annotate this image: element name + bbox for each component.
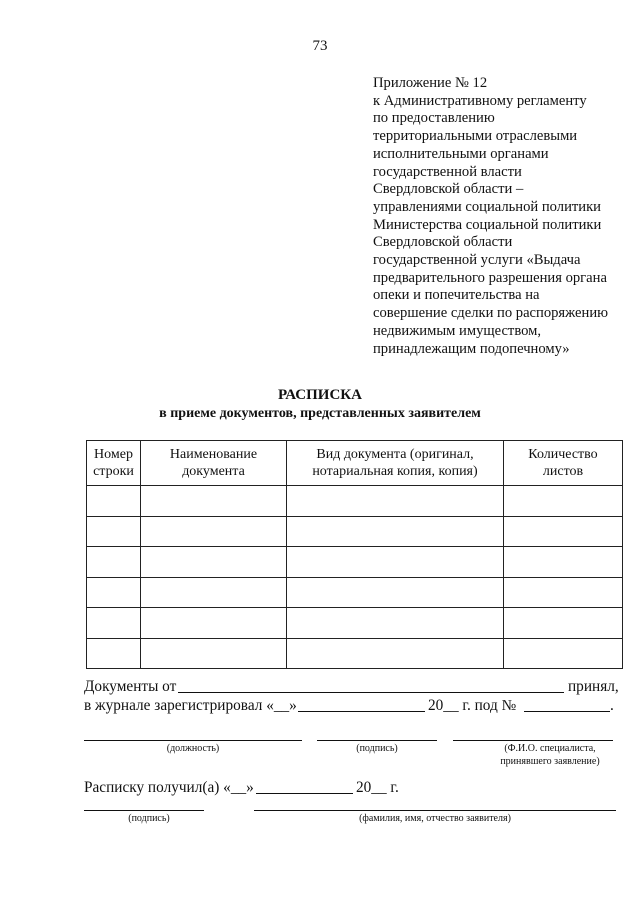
table-cell[interactable] — [141, 638, 287, 669]
table-cell[interactable] — [141, 547, 287, 578]
journal-quote-close: » — [289, 697, 297, 714]
table-cell[interactable] — [504, 577, 623, 608]
specialist-caption: (Ф.И.О. специалиста, принявшего заявление) — [500, 743, 600, 767]
appendix-line: предварительного разрешения органа — [373, 269, 607, 286]
table-cell[interactable] — [87, 516, 141, 547]
table-cell[interactable] — [141, 577, 287, 608]
appendix-line: Свердловской области – — [373, 181, 524, 198]
position-caption: (должность) — [166, 743, 220, 754]
appendix-line: принадлежащим подопечному» — [373, 340, 570, 357]
appendix-line: к Административному регламенту — [373, 92, 587, 109]
specialist-name-field[interactable] — [453, 740, 613, 741]
appendix-line: недвижимым имуществом, — [373, 322, 542, 339]
table-cell[interactable] — [87, 547, 141, 578]
signature-caption: (подпись) — [356, 743, 398, 754]
appendix-line: опеки и попечительства на — [373, 287, 540, 304]
document-subtitle: в приеме документов, представленных заявителем — [159, 406, 481, 421]
header-row-number: Номер строки — [87, 441, 141, 486]
table-cell[interactable] — [87, 608, 141, 639]
appendix-line: Свердловской области — [373, 234, 513, 251]
table-cell[interactable] — [141, 516, 287, 547]
receipt-month-field[interactable] — [256, 781, 353, 794]
receipt-year: 20__ г. — [356, 779, 399, 796]
appendix-line: Приложение № 12 — [373, 75, 488, 91]
receipt-quote-close: » — [246, 779, 254, 796]
table-cell[interactable] — [287, 516, 504, 547]
table-cell[interactable] — [141, 608, 287, 639]
table-row — [87, 547, 623, 578]
journal-end: . — [610, 697, 614, 714]
table-header-row — [87, 441, 623, 486]
position-field[interactable] — [84, 740, 302, 741]
table-cell[interactable] — [287, 486, 504, 517]
journal-month-field[interactable] — [298, 699, 425, 712]
receipt-day-field[interactable]: __ — [230, 779, 247, 796]
docs-line-prefix: Документы от — [84, 678, 177, 695]
table-cell[interactable] — [504, 486, 623, 517]
appendix-line: управлениями социальной политики — [373, 198, 601, 215]
table-cell[interactable] — [287, 577, 504, 608]
table-cell[interactable] — [87, 638, 141, 669]
signature-field[interactable] — [317, 740, 437, 741]
table-cell[interactable] — [287, 608, 504, 639]
table-cell[interactable] — [504, 547, 623, 578]
appendix-note — [373, 75, 635, 358]
appendix-line: Министерства социальной политики — [373, 216, 602, 233]
applicant-signature-caption: (подпись) — [128, 813, 170, 824]
docs-line-suffix: принял, — [568, 678, 619, 695]
header-document-type: Вид документа (оригинал, нотариальная копия, копия) — [287, 441, 504, 486]
table-row — [87, 516, 623, 547]
applicant-name-caption: (фамилия, имя, отчество заявителя) — [359, 813, 511, 824]
table-cell[interactable] — [141, 486, 287, 517]
table-cell[interactable] — [504, 516, 623, 547]
applicant-signature-field[interactable] — [84, 810, 204, 811]
appendix-line: государственной власти — [373, 163, 522, 180]
journal-day-field[interactable]: __ — [273, 697, 290, 714]
documents-table — [86, 440, 623, 669]
header-sheet-count: Количество листов — [504, 441, 623, 486]
table-cell[interactable] — [87, 577, 141, 608]
header-document-name: Наименование документа — [141, 441, 287, 486]
table-cell[interactable] — [504, 608, 623, 639]
appendix-line: территориальными отраслевыми — [373, 128, 578, 145]
docs-from-field[interactable] — [178, 680, 564, 693]
table-row — [87, 486, 623, 517]
table-row — [87, 638, 623, 669]
journal-year: 20__ г. под № — [428, 697, 517, 714]
appendix-line: государственной услуги «Выдача — [373, 252, 581, 269]
appendix-line: по предоставлению — [373, 110, 495, 127]
appendix-line: исполнительными органами — [373, 145, 549, 162]
table-row — [87, 577, 623, 608]
journal-line — [84, 697, 297, 715]
appendix-line: совершение сделки по распоряжению — [373, 305, 609, 322]
receipt-line — [84, 779, 254, 797]
receipt-prefix: Расписку получил(а) « — [84, 779, 231, 796]
table-row — [87, 608, 623, 639]
page-number: 73 — [312, 38, 328, 54]
table-cell[interactable] — [504, 638, 623, 669]
journal-number-field[interactable] — [524, 699, 610, 712]
document-title: РАСПИСКА — [277, 387, 363, 403]
table-cell[interactable] — [287, 547, 504, 578]
table-cell[interactable] — [87, 486, 141, 517]
journal-prefix: в журнале зарегистрировал « — [84, 697, 274, 714]
table-cell[interactable] — [287, 638, 504, 669]
applicant-name-field[interactable] — [254, 810, 616, 811]
